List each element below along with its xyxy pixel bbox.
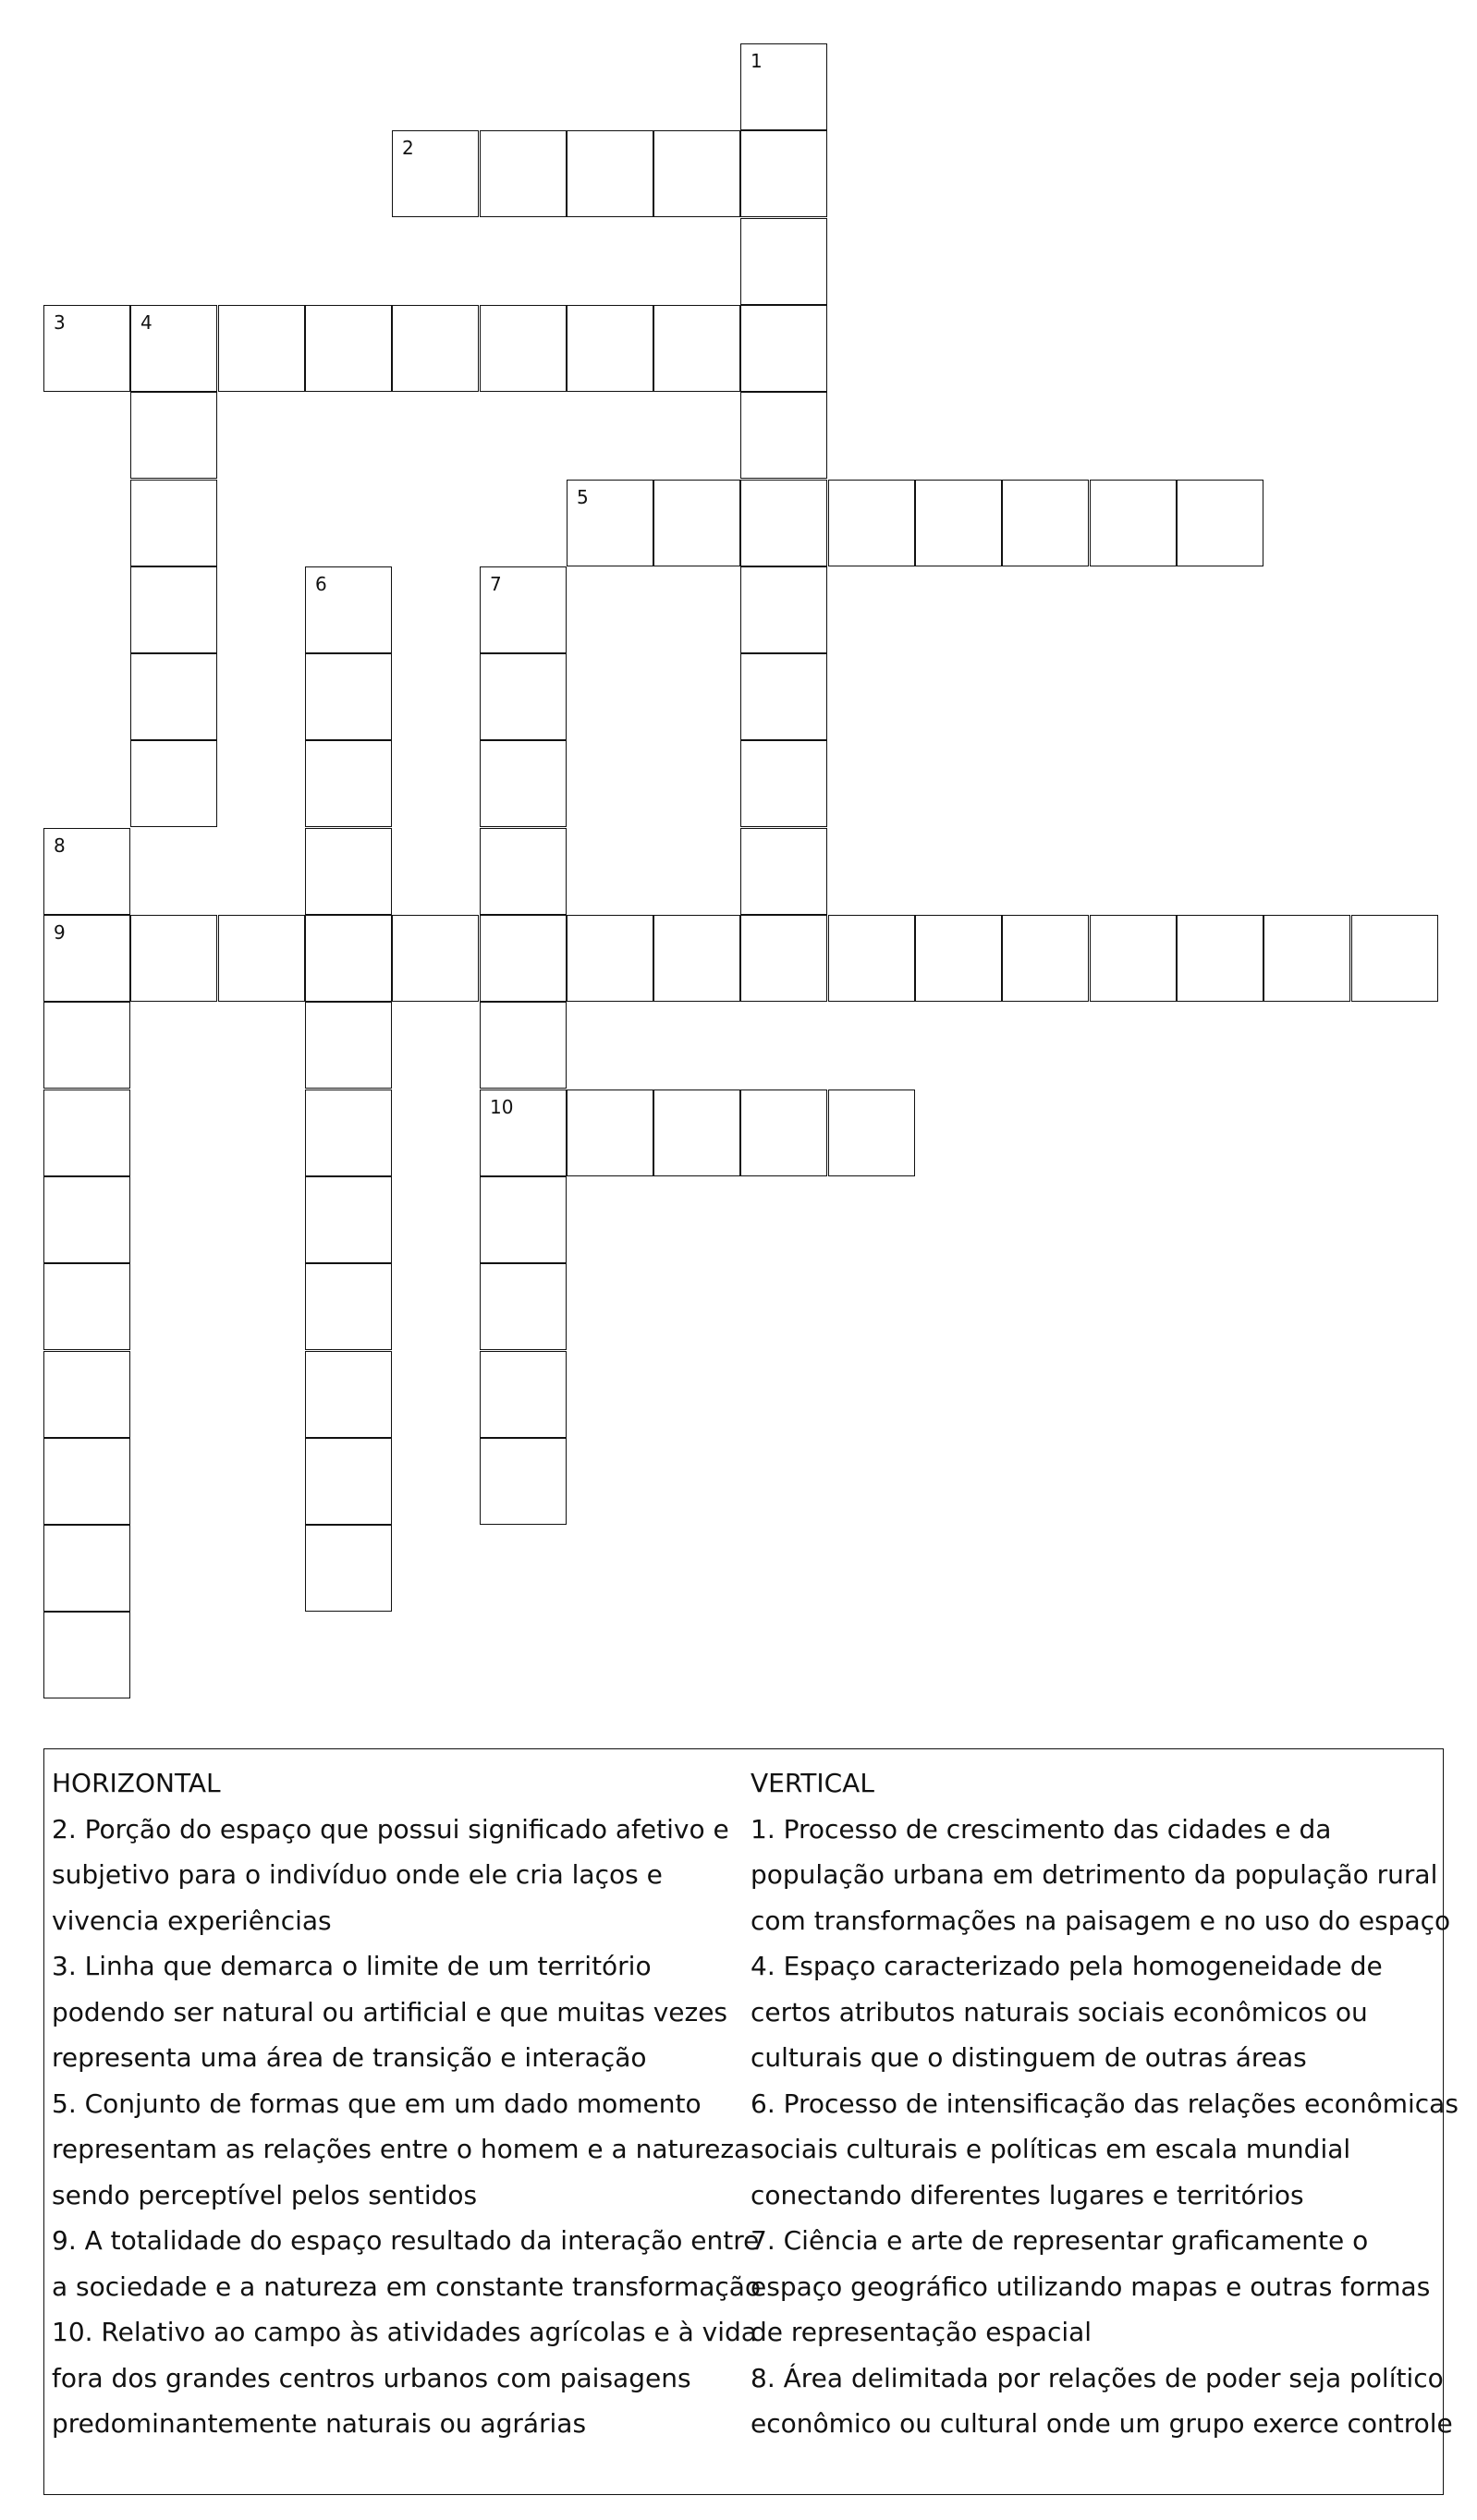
crossword-cell[interactable] bbox=[43, 1090, 130, 1176]
crossword-cell[interactable] bbox=[740, 740, 827, 827]
crossword-cell[interactable] bbox=[43, 915, 130, 1002]
clue-number: 4 bbox=[140, 311, 153, 334]
crossword-cell[interactable] bbox=[567, 480, 653, 566]
crossword-cell[interactable] bbox=[130, 653, 217, 740]
crossword-cell[interactable] bbox=[305, 1263, 392, 1350]
crossword-cell[interactable] bbox=[1090, 915, 1177, 1002]
crossword-cell[interactable] bbox=[305, 1176, 392, 1263]
horizontal-heading: HORIZONTAL bbox=[52, 1768, 221, 1798]
crossword-cell[interactable] bbox=[480, 828, 567, 915]
crossword-cell[interactable] bbox=[567, 130, 653, 217]
crossword-cell[interactable] bbox=[740, 392, 827, 479]
crossword-cell[interactable] bbox=[1002, 915, 1089, 1002]
crossword-cell[interactable] bbox=[43, 1351, 130, 1438]
crossword-cell[interactable] bbox=[828, 1090, 915, 1176]
crossword-cell[interactable] bbox=[43, 1263, 130, 1350]
crossword-cell[interactable] bbox=[1351, 915, 1438, 1002]
crossword-cell[interactable] bbox=[130, 305, 217, 392]
crossword-cell[interactable] bbox=[305, 653, 392, 740]
crossword-cell[interactable] bbox=[305, 915, 392, 1002]
crossword-cell[interactable] bbox=[567, 1090, 653, 1176]
crossword-cell[interactable] bbox=[480, 915, 567, 1002]
crossword-cell[interactable] bbox=[305, 1438, 392, 1525]
crossword-cell[interactable] bbox=[567, 305, 653, 392]
clue-line: culturais que o distinguem de outras áreas bbox=[751, 2042, 1307, 2073]
crossword-cell[interactable] bbox=[130, 740, 217, 827]
clue-line: sociais culturais e políticas em escala mundial bbox=[751, 2134, 1351, 2164]
crossword-cell[interactable] bbox=[480, 1438, 567, 1525]
clue-number: 10 bbox=[490, 1096, 514, 1118]
clue-line: 10. Relativo ao campo às atividades agrícolas e à vida bbox=[52, 2317, 757, 2347]
crossword-cell[interactable] bbox=[130, 566, 217, 653]
clue-line: espaço geográfico utilizando mapas e outras formas bbox=[751, 2270, 1431, 2302]
clue-number: 8 bbox=[54, 834, 66, 857]
crossword-cell[interactable] bbox=[43, 828, 130, 915]
clue-line: econômico ou cultural onde um grupo exerce controle bbox=[751, 2408, 1453, 2439]
clue-line: 5. Conjunto de formas que em um dado momento bbox=[52, 2088, 702, 2119]
crossword-cell[interactable] bbox=[828, 915, 915, 1002]
clue-line: com transformações na paisagem e no uso do espaço bbox=[751, 1905, 1451, 1936]
crossword-cell[interactable] bbox=[653, 480, 740, 566]
crossword-cell[interactable] bbox=[740, 130, 827, 217]
crossword-cell[interactable] bbox=[1090, 480, 1177, 566]
clue-line: 4. Espaço caracterizado pela homogeneidade de bbox=[751, 1951, 1383, 1981]
clue-line: 3. Linha que demarca o limite de um território bbox=[52, 1951, 652, 1981]
horizontal-clues bbox=[52, 1760, 762, 2447]
crossword-cell[interactable] bbox=[480, 1090, 567, 1176]
crossword-cell[interactable] bbox=[740, 305, 827, 392]
clue-line: sendo perceptível pelos sentidos bbox=[52, 2179, 478, 2210]
clue-line: 6. Processo de intensificação das relações econômicas bbox=[751, 2088, 1459, 2119]
crossword-cell[interactable] bbox=[43, 1176, 130, 1263]
crossword-cell[interactable] bbox=[828, 480, 915, 566]
crossword-cell[interactable] bbox=[915, 480, 1002, 566]
clue-line: certos atributos naturais sociais econômicos ou bbox=[751, 1996, 1368, 2027]
crossword-cell[interactable] bbox=[480, 1351, 567, 1438]
clue-line: 9. A totalidade do espaço resultado da interação entre bbox=[52, 2225, 760, 2256]
clues-box bbox=[43, 1748, 1459, 2495]
clue-line: 7. Ciência e arte de representar graficamente o bbox=[751, 2225, 1369, 2256]
crossword-cell[interactable] bbox=[480, 740, 567, 827]
vertical-clues bbox=[751, 1760, 1459, 2447]
crossword-cell[interactable] bbox=[740, 566, 827, 653]
clue-line: podendo ser natural ou artificial e que muitas vezes bbox=[52, 1996, 728, 2027]
crossword-cell[interactable] bbox=[305, 1002, 392, 1089]
crossword-cell[interactable] bbox=[130, 392, 217, 479]
crossword-cell[interactable] bbox=[305, 1090, 392, 1176]
crossword-cell[interactable] bbox=[653, 915, 740, 1002]
crossword-cell[interactable] bbox=[218, 305, 305, 392]
crossword-cell[interactable] bbox=[305, 828, 392, 915]
crossword-cell[interactable] bbox=[480, 1176, 567, 1263]
crossword-cell[interactable] bbox=[305, 1525, 392, 1612]
crossword-cell[interactable] bbox=[740, 480, 827, 566]
clue-line: 1. Processo de crescimento das cidades e da bbox=[751, 1813, 1332, 1844]
clue-line: representa uma área de transição e interação bbox=[52, 2042, 647, 2073]
crossword-cell[interactable] bbox=[43, 1002, 130, 1089]
crossword-cell[interactable] bbox=[1263, 915, 1350, 1002]
crossword-cell[interactable] bbox=[392, 305, 479, 392]
clue-number: 5 bbox=[577, 486, 589, 508]
crossword-cell[interactable] bbox=[1177, 480, 1263, 566]
crossword-cell[interactable] bbox=[480, 1263, 567, 1350]
crossword-cell[interactable] bbox=[1002, 480, 1089, 566]
clue-number: 2 bbox=[402, 137, 414, 159]
clue-line: representam as relações entre o homem e a natureza bbox=[52, 2134, 751, 2164]
crossword-cell[interactable] bbox=[653, 1090, 740, 1176]
crossword-cell[interactable] bbox=[480, 305, 567, 392]
crossword-cell[interactable] bbox=[392, 130, 479, 217]
clue-line: 2. Porção do espaço que possui significado afetivo e bbox=[52, 1813, 729, 1844]
crossword-cell[interactable] bbox=[567, 915, 653, 1002]
clue-number: 3 bbox=[54, 311, 66, 334]
crossword-cell[interactable] bbox=[392, 915, 479, 1002]
crossword-cell[interactable] bbox=[740, 653, 827, 740]
crossword-cell[interactable] bbox=[915, 915, 1002, 1002]
crossword-cell[interactable] bbox=[130, 480, 217, 566]
clue-number: 1 bbox=[751, 50, 763, 72]
crossword-cell[interactable] bbox=[653, 305, 740, 392]
clue-line: fora dos grandes centros urbanos com paisagens bbox=[52, 2362, 691, 2393]
crossword-cell[interactable] bbox=[480, 566, 567, 653]
crossword-cell[interactable] bbox=[218, 915, 305, 1002]
clue-line: a sociedade e a natureza em constante transformação bbox=[52, 2270, 762, 2302]
clue-line: de representação espacial bbox=[751, 2317, 1092, 2347]
vertical-heading: VERTICAL bbox=[751, 1768, 874, 1798]
clue-line: conectando diferentes lugares e territórios bbox=[751, 2179, 1304, 2210]
clue-line: vivencia experiências bbox=[52, 1905, 332, 1936]
clue-number: 6 bbox=[315, 573, 327, 595]
clue-line: subjetivo para o indivíduo onde ele cria laços e bbox=[52, 1859, 663, 1890]
crossword-cell[interactable] bbox=[43, 1525, 130, 1612]
clue-line: população urbana em detrimento da população rural bbox=[751, 1859, 1438, 1890]
clue-number: 9 bbox=[54, 921, 66, 943]
crossword-cell[interactable] bbox=[740, 218, 827, 305]
crossword-cell[interactable] bbox=[305, 566, 392, 653]
crossword-cell[interactable] bbox=[305, 740, 392, 827]
crossword-cell[interactable] bbox=[43, 305, 130, 392]
crossword-cell[interactable] bbox=[480, 130, 567, 217]
clue-line: predominantemente naturais ou agrárias bbox=[52, 2408, 587, 2439]
crossword-cell[interactable] bbox=[480, 1002, 567, 1089]
crossword-cell[interactable] bbox=[43, 1612, 130, 1698]
crossword-cell[interactable] bbox=[740, 43, 827, 130]
crossword-cell[interactable] bbox=[740, 915, 827, 1002]
clue-line: 8. Área delimitada por relações de poder seja político bbox=[751, 2362, 1444, 2393]
crossword-cell[interactable] bbox=[740, 828, 827, 915]
crossword-cell[interactable] bbox=[1177, 915, 1263, 1002]
crossword-cell[interactable] bbox=[480, 653, 567, 740]
crossword-cell[interactable] bbox=[305, 1351, 392, 1438]
crossword-cell[interactable] bbox=[130, 915, 217, 1002]
clue-number: 7 bbox=[490, 573, 502, 595]
crossword-cell[interactable] bbox=[653, 130, 740, 217]
crossword-cell[interactable] bbox=[740, 1090, 827, 1176]
crossword-cell[interactable] bbox=[43, 1438, 130, 1525]
crossword-cell[interactable] bbox=[305, 305, 392, 392]
